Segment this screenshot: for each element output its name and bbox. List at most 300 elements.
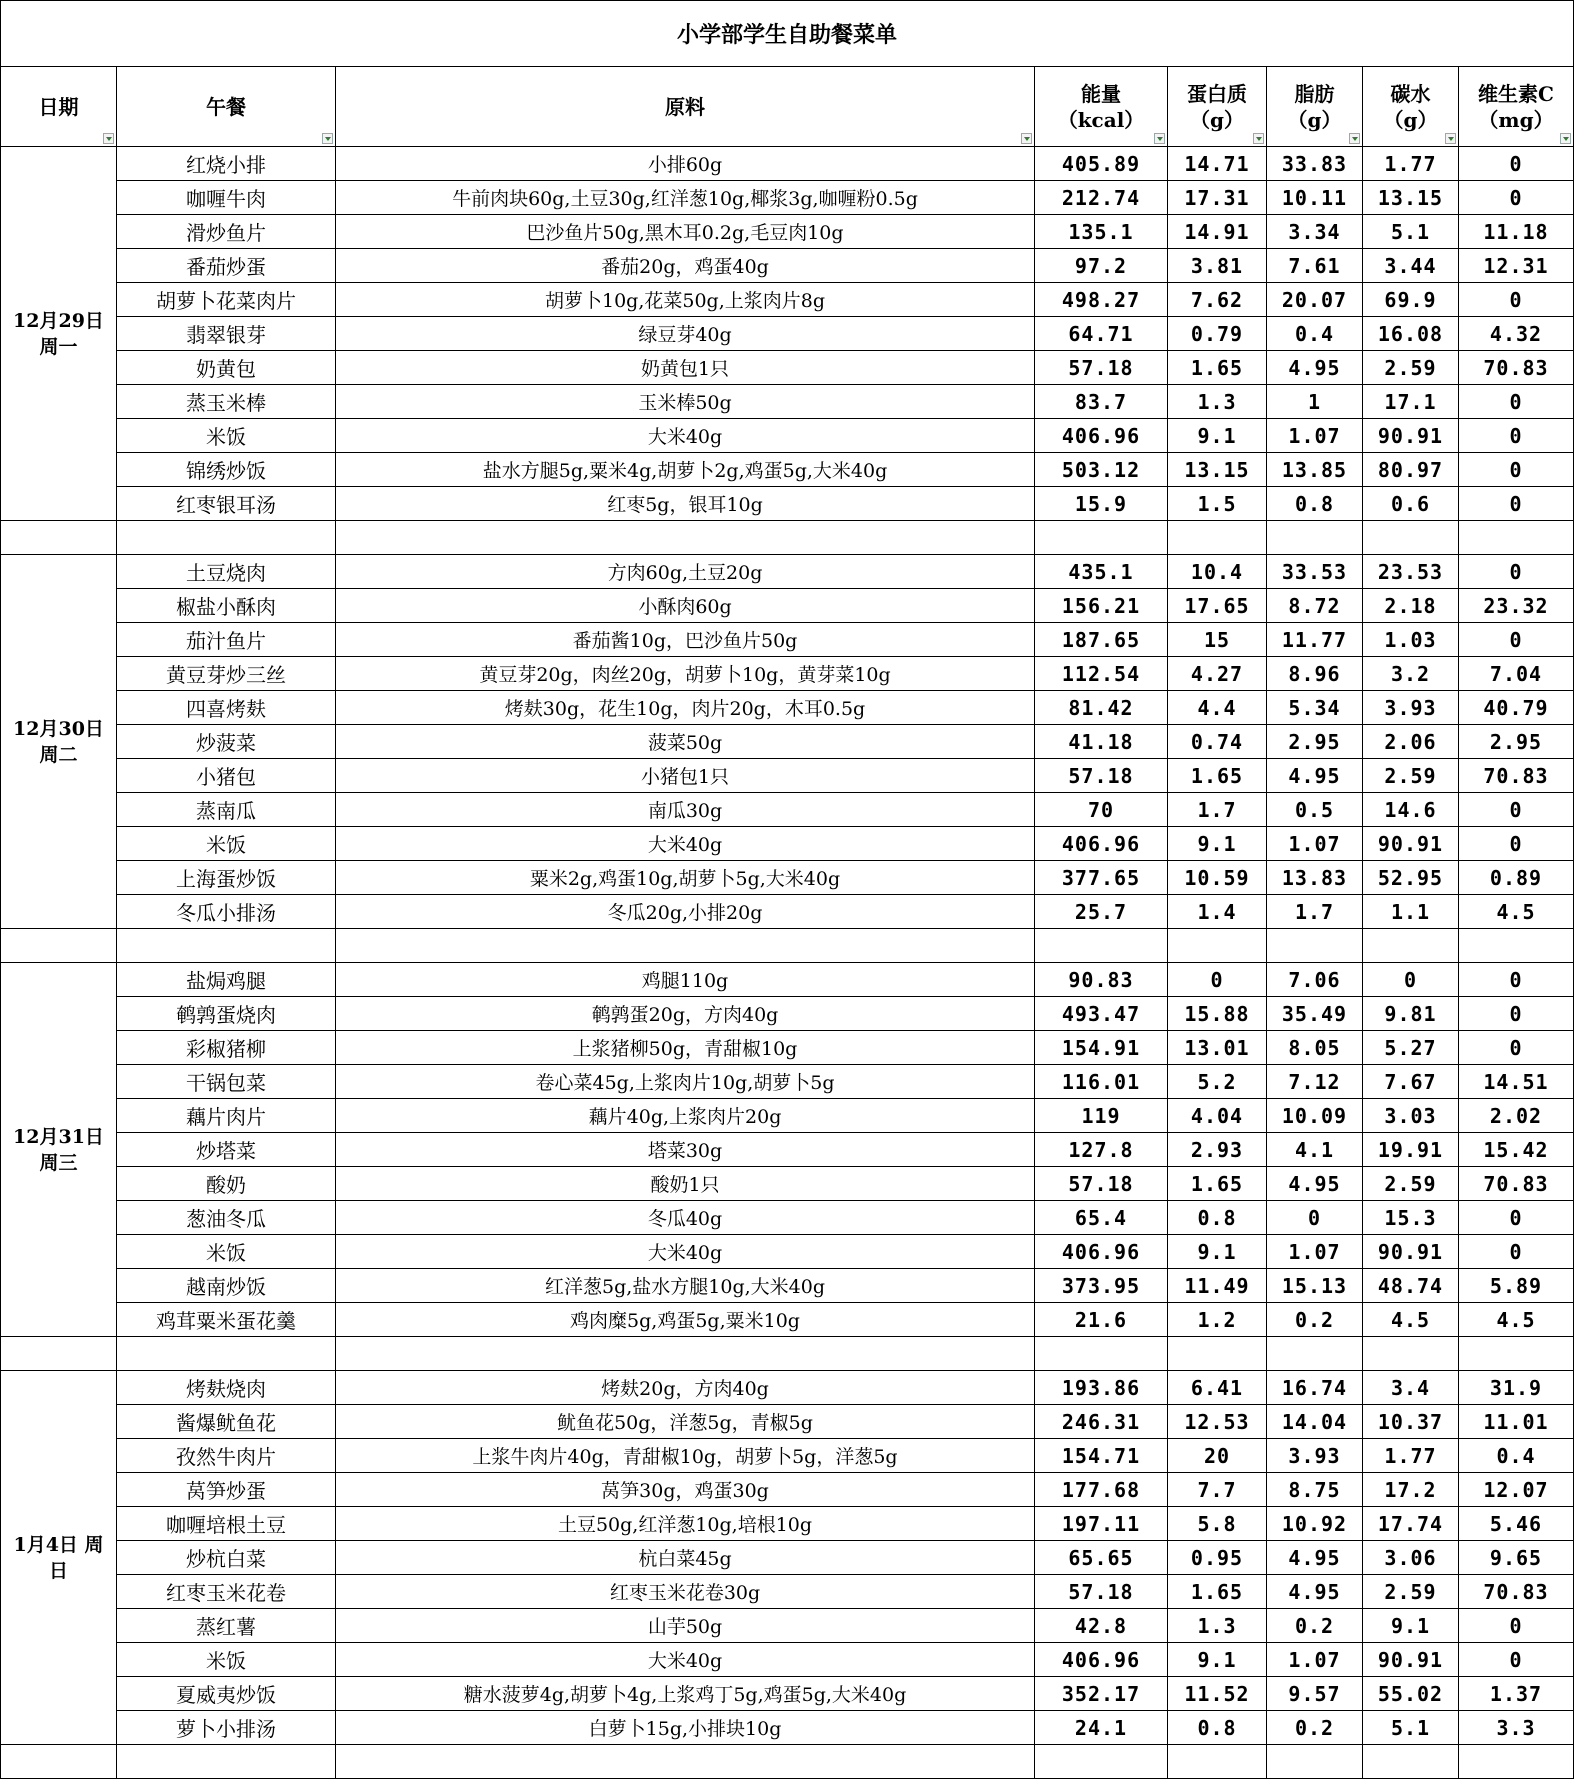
fat-cell[interactable]: 14.04: [1267, 1405, 1363, 1439]
protein-cell[interactable]: 1.65: [1168, 1167, 1267, 1201]
carbs-cell[interactable]: 0: [1363, 963, 1459, 997]
dish-cell[interactable]: 莴笋炒蛋: [117, 1473, 336, 1507]
vitc-cell[interactable]: 0.4: [1459, 1439, 1574, 1473]
dish-cell[interactable]: 咖喱牛肉: [117, 181, 336, 215]
empty-cell[interactable]: [117, 521, 336, 555]
ingredients-cell[interactable]: 藕片40g,上浆肉片20g: [336, 1099, 1035, 1133]
protein-cell[interactable]: 11.49: [1168, 1269, 1267, 1303]
vitc-cell[interactable]: 12.07: [1459, 1473, 1574, 1507]
energy-cell[interactable]: 81.42: [1035, 691, 1168, 725]
ingredients-cell[interactable]: 大米40g: [336, 419, 1035, 453]
dish-cell[interactable]: 土豆烧肉: [117, 555, 336, 589]
empty-cell[interactable]: [117, 1745, 336, 1779]
empty-cell[interactable]: [1035, 1337, 1168, 1371]
energy-cell[interactable]: 57.18: [1035, 1167, 1168, 1201]
dish-cell[interactable]: 烤麸烧肉: [117, 1371, 336, 1405]
vitc-cell[interactable]: 23.32: [1459, 589, 1574, 623]
energy-cell[interactable]: 193.86: [1035, 1371, 1168, 1405]
ingredients-cell[interactable]: 绿豆芽40g: [336, 317, 1035, 351]
fat-cell[interactable]: 1.07: [1267, 1643, 1363, 1677]
protein-cell[interactable]: 1.2: [1168, 1303, 1267, 1337]
dish-cell[interactable]: 米饭: [117, 827, 336, 861]
ingredients-cell[interactable]: 塔菜30g: [336, 1133, 1035, 1167]
fat-cell[interactable]: 8.05: [1267, 1031, 1363, 1065]
empty-cell[interactable]: [1267, 521, 1363, 555]
ingredients-cell[interactable]: 粟米2g,鸡蛋10g,胡萝卜5g,大米40g: [336, 861, 1035, 895]
fat-cell[interactable]: 4.1: [1267, 1133, 1363, 1167]
vitc-cell[interactable]: 0.89: [1459, 861, 1574, 895]
energy-cell[interactable]: 187.65: [1035, 623, 1168, 657]
ingredients-cell[interactable]: 番茄20g，鸡蛋40g: [336, 249, 1035, 283]
protein-cell[interactable]: 4.27: [1168, 657, 1267, 691]
vitc-cell[interactable]: 15.42: [1459, 1133, 1574, 1167]
vitc-cell[interactable]: 0: [1459, 793, 1574, 827]
energy-cell[interactable]: 212.74: [1035, 181, 1168, 215]
carbs-cell[interactable]: 3.4: [1363, 1371, 1459, 1405]
header-lunch[interactable]: [117, 67, 336, 147]
empty-cell[interactable]: [1168, 929, 1267, 963]
energy-cell[interactable]: 503.12: [1035, 453, 1168, 487]
ingredients-cell[interactable]: 卷心菜45g,上浆肉片10g,胡萝卜5g: [336, 1065, 1035, 1099]
protein-cell[interactable]: 2.93: [1168, 1133, 1267, 1167]
energy-cell[interactable]: 406.96: [1035, 1235, 1168, 1269]
empty-cell[interactable]: [1, 1337, 117, 1371]
vitc-cell[interactable]: 9.65: [1459, 1541, 1574, 1575]
filter-dropdown-icon[interactable]: [1349, 133, 1360, 144]
ingredients-cell[interactable]: 奶黄包1只: [336, 351, 1035, 385]
vitc-cell[interactable]: 7.04: [1459, 657, 1574, 691]
protein-cell[interactable]: 15.88: [1168, 997, 1267, 1031]
ingredients-cell[interactable]: 鸡肉糜5g,鸡蛋5g,粟米10g: [336, 1303, 1035, 1337]
ingredients-cell[interactable]: 冬瓜40g: [336, 1201, 1035, 1235]
vitc-cell[interactable]: 11.01: [1459, 1405, 1574, 1439]
dish-cell[interactable]: 锦绣炒饭: [117, 453, 336, 487]
vitc-cell[interactable]: 70.83: [1459, 1167, 1574, 1201]
carbs-cell[interactable]: 7.67: [1363, 1065, 1459, 1099]
dish-cell[interactable]: 翡翠银芽: [117, 317, 336, 351]
empty-cell[interactable]: [1267, 1745, 1363, 1779]
carbs-cell[interactable]: 2.59: [1363, 1575, 1459, 1609]
dish-cell[interactable]: 越南炒饭: [117, 1269, 336, 1303]
vitc-cell[interactable]: 12.31: [1459, 249, 1574, 283]
fat-cell[interactable]: 10.92: [1267, 1507, 1363, 1541]
fat-cell[interactable]: 20.07: [1267, 283, 1363, 317]
vitc-cell[interactable]: 0: [1459, 1031, 1574, 1065]
vitc-cell[interactable]: 5.89: [1459, 1269, 1574, 1303]
empty-cell[interactable]: [1459, 929, 1574, 963]
energy-cell[interactable]: 15.9: [1035, 487, 1168, 521]
carbs-cell[interactable]: 17.2: [1363, 1473, 1459, 1507]
carbs-cell[interactable]: 2.59: [1363, 351, 1459, 385]
filter-dropdown-icon[interactable]: [1021, 133, 1032, 144]
dish-cell[interactable]: 米饭: [117, 419, 336, 453]
ingredients-cell[interactable]: 鱿鱼花50g，洋葱5g，青椒5g: [336, 1405, 1035, 1439]
empty-cell[interactable]: [336, 1745, 1035, 1779]
energy-cell[interactable]: 406.96: [1035, 1643, 1168, 1677]
ingredients-cell[interactable]: 小猪包1只: [336, 759, 1035, 793]
fat-cell[interactable]: 1.07: [1267, 1235, 1363, 1269]
empty-cell[interactable]: [1267, 929, 1363, 963]
header-energy[interactable]: [1035, 67, 1168, 147]
energy-cell[interactable]: 156.21: [1035, 589, 1168, 623]
protein-cell[interactable]: 9.1: [1168, 419, 1267, 453]
carbs-cell[interactable]: 9.81: [1363, 997, 1459, 1031]
protein-cell[interactable]: 1.3: [1168, 385, 1267, 419]
energy-cell[interactable]: 25.7: [1035, 895, 1168, 929]
fat-cell[interactable]: 4.95: [1267, 759, 1363, 793]
carbs-cell[interactable]: 80.97: [1363, 453, 1459, 487]
empty-cell[interactable]: [1, 1745, 117, 1779]
header-date[interactable]: [1, 67, 117, 147]
dish-cell[interactable]: 奶黄包: [117, 351, 336, 385]
empty-cell[interactable]: [1035, 1745, 1168, 1779]
ingredients-cell[interactable]: 牛前肉块60g,土豆30g,红洋葱10g,椰浆3g,咖喱粉0.5g: [336, 181, 1035, 215]
dish-cell[interactable]: 椒盐小酥肉: [117, 589, 336, 623]
dish-cell[interactable]: 孜然牛肉片: [117, 1439, 336, 1473]
energy-cell[interactable]: 64.71: [1035, 317, 1168, 351]
dish-cell[interactable]: 酱爆鱿鱼花: [117, 1405, 336, 1439]
energy-cell[interactable]: 116.01: [1035, 1065, 1168, 1099]
protein-cell[interactable]: 1.65: [1168, 351, 1267, 385]
header-ingredients[interactable]: [336, 67, 1035, 147]
carbs-cell[interactable]: 1.77: [1363, 1439, 1459, 1473]
protein-cell[interactable]: 13.15: [1168, 453, 1267, 487]
carbs-cell[interactable]: 13.15: [1363, 181, 1459, 215]
ingredients-cell[interactable]: 南瓜30g: [336, 793, 1035, 827]
carbs-cell[interactable]: 3.03: [1363, 1099, 1459, 1133]
protein-cell[interactable]: 4.04: [1168, 1099, 1267, 1133]
vitc-cell[interactable]: 0: [1459, 1235, 1574, 1269]
protein-cell[interactable]: 12.53: [1168, 1405, 1267, 1439]
ingredients-cell[interactable]: 酸奶1只: [336, 1167, 1035, 1201]
vitc-cell[interactable]: 0: [1459, 827, 1574, 861]
carbs-cell[interactable]: 90.91: [1363, 1643, 1459, 1677]
ingredients-cell[interactable]: 上浆猪柳50g，青甜椒10g: [336, 1031, 1035, 1065]
filter-dropdown-icon[interactable]: [1154, 133, 1165, 144]
ingredients-cell[interactable]: 鹌鹑蛋20g，方肉40g: [336, 997, 1035, 1031]
fat-cell[interactable]: 0.2: [1267, 1303, 1363, 1337]
energy-cell[interactable]: 70: [1035, 793, 1168, 827]
date-cell[interactable]: [1, 963, 117, 1337]
empty-cell[interactable]: [1267, 1337, 1363, 1371]
energy-cell[interactable]: 405.89: [1035, 147, 1168, 181]
fat-cell[interactable]: 11.77: [1267, 623, 1363, 657]
dish-cell[interactable]: 蒸玉米棒: [117, 385, 336, 419]
ingredients-cell[interactable]: 烤麸20g，方肉40g: [336, 1371, 1035, 1405]
fat-cell[interactable]: 33.83: [1267, 147, 1363, 181]
empty-cell[interactable]: [1, 929, 117, 963]
dish-cell[interactable]: 黄豆芽炒三丝: [117, 657, 336, 691]
filter-dropdown-icon[interactable]: [1253, 133, 1264, 144]
protein-cell[interactable]: 7.7: [1168, 1473, 1267, 1507]
carbs-cell[interactable]: 15.3: [1363, 1201, 1459, 1235]
ingredients-cell[interactable]: 红枣5g，银耳10g: [336, 487, 1035, 521]
protein-cell[interactable]: 1.65: [1168, 759, 1267, 793]
ingredients-cell[interactable]: 番茄酱10g，巴沙鱼片50g: [336, 623, 1035, 657]
carbs-cell[interactable]: 3.93: [1363, 691, 1459, 725]
carbs-cell[interactable]: 69.9: [1363, 283, 1459, 317]
empty-cell[interactable]: [1459, 521, 1574, 555]
dish-cell[interactable]: 冬瓜小排汤: [117, 895, 336, 929]
energy-cell[interactable]: 65.65: [1035, 1541, 1168, 1575]
vitc-cell[interactable]: 0: [1459, 1201, 1574, 1235]
fat-cell[interactable]: 0.2: [1267, 1711, 1363, 1745]
carbs-cell[interactable]: 19.91: [1363, 1133, 1459, 1167]
ingredients-cell[interactable]: 鸡腿110g: [336, 963, 1035, 997]
ingredients-cell[interactable]: 小排60g: [336, 147, 1035, 181]
vitc-cell[interactable]: 0: [1459, 147, 1574, 181]
energy-cell[interactable]: 57.18: [1035, 1575, 1168, 1609]
ingredients-cell[interactable]: 烤麸30g，花生10g，肉片20g，木耳0.5g: [336, 691, 1035, 725]
carbs-cell[interactable]: 17.1: [1363, 385, 1459, 419]
carbs-cell[interactable]: 3.2: [1363, 657, 1459, 691]
energy-cell[interactable]: 406.96: [1035, 827, 1168, 861]
protein-cell[interactable]: 14.71: [1168, 147, 1267, 181]
empty-cell[interactable]: [1035, 929, 1168, 963]
carbs-cell[interactable]: 2.06: [1363, 725, 1459, 759]
protein-cell[interactable]: 3.81: [1168, 249, 1267, 283]
fat-cell[interactable]: 15.13: [1267, 1269, 1363, 1303]
carbs-cell[interactable]: 3.44: [1363, 249, 1459, 283]
vitc-cell[interactable]: 0: [1459, 453, 1574, 487]
protein-cell[interactable]: 5.2: [1168, 1065, 1267, 1099]
protein-cell[interactable]: 10.4: [1168, 555, 1267, 589]
protein-cell[interactable]: 17.31: [1168, 181, 1267, 215]
vitc-cell[interactable]: 70.83: [1459, 351, 1574, 385]
fat-cell[interactable]: 4.95: [1267, 1575, 1363, 1609]
protein-cell[interactable]: 1.65: [1168, 1575, 1267, 1609]
protein-cell[interactable]: 17.65: [1168, 589, 1267, 623]
ingredients-cell[interactable]: 菠菜50g: [336, 725, 1035, 759]
carbs-cell[interactable]: 2.59: [1363, 759, 1459, 793]
protein-cell[interactable]: 0: [1168, 963, 1267, 997]
fat-cell[interactable]: 2.95: [1267, 725, 1363, 759]
empty-cell[interactable]: [1168, 1745, 1267, 1779]
empty-cell[interactable]: [1035, 521, 1168, 555]
protein-cell[interactable]: 4.4: [1168, 691, 1267, 725]
energy-cell[interactable]: 24.1: [1035, 1711, 1168, 1745]
ingredients-cell[interactable]: 红枣玉米花卷30g: [336, 1575, 1035, 1609]
header-vitc[interactable]: [1459, 67, 1574, 147]
fat-cell[interactable]: 1.7: [1267, 895, 1363, 929]
dish-cell[interactable]: 彩椒猪柳: [117, 1031, 336, 1065]
energy-cell[interactable]: 127.8: [1035, 1133, 1168, 1167]
empty-cell[interactable]: [336, 1337, 1035, 1371]
energy-cell[interactable]: 493.47: [1035, 997, 1168, 1031]
dish-cell[interactable]: 藕片肉片: [117, 1099, 336, 1133]
carbs-cell[interactable]: 90.91: [1363, 1235, 1459, 1269]
dish-cell[interactable]: 番茄炒蛋: [117, 249, 336, 283]
energy-cell[interactable]: 65.4: [1035, 1201, 1168, 1235]
vitc-cell[interactable]: 2.02: [1459, 1099, 1574, 1133]
fat-cell[interactable]: 33.53: [1267, 555, 1363, 589]
energy-cell[interactable]: 352.17: [1035, 1677, 1168, 1711]
header-fat[interactable]: [1267, 67, 1363, 147]
dish-cell[interactable]: 蒸红薯: [117, 1609, 336, 1643]
vitc-cell[interactable]: 40.79: [1459, 691, 1574, 725]
ingredients-cell[interactable]: 上浆牛肉片40g，青甜椒10g，胡萝卜5g，洋葱5g: [336, 1439, 1035, 1473]
vitc-cell[interactable]: 70.83: [1459, 1575, 1574, 1609]
carbs-cell[interactable]: 3.06: [1363, 1541, 1459, 1575]
dish-cell[interactable]: 红烧小排: [117, 147, 336, 181]
protein-cell[interactable]: 5.8: [1168, 1507, 1267, 1541]
energy-cell[interactable]: 90.83: [1035, 963, 1168, 997]
empty-cell[interactable]: [1363, 1337, 1459, 1371]
carbs-cell[interactable]: 48.74: [1363, 1269, 1459, 1303]
fat-cell[interactable]: 0.8: [1267, 487, 1363, 521]
vitc-cell[interactable]: 0: [1459, 487, 1574, 521]
carbs-cell[interactable]: 90.91: [1363, 419, 1459, 453]
vitc-cell[interactable]: 3.3: [1459, 1711, 1574, 1745]
fat-cell[interactable]: 3.34: [1267, 215, 1363, 249]
energy-cell[interactable]: 406.96: [1035, 419, 1168, 453]
vitc-cell[interactable]: 4.32: [1459, 317, 1574, 351]
dish-cell[interactable]: 滑炒鱼片: [117, 215, 336, 249]
empty-cell[interactable]: [117, 1337, 336, 1371]
fat-cell[interactable]: 10.09: [1267, 1099, 1363, 1133]
empty-cell[interactable]: [336, 521, 1035, 555]
vitc-cell[interactable]: 0: [1459, 1609, 1574, 1643]
protein-cell[interactable]: 6.41: [1168, 1371, 1267, 1405]
carbs-cell[interactable]: 9.1: [1363, 1609, 1459, 1643]
dish-cell[interactable]: 四喜烤麸: [117, 691, 336, 725]
header-carbs[interactable]: [1363, 67, 1459, 147]
dish-cell[interactable]: 葱油冬瓜: [117, 1201, 336, 1235]
energy-cell[interactable]: 246.31: [1035, 1405, 1168, 1439]
fat-cell[interactable]: 7.61: [1267, 249, 1363, 283]
energy-cell[interactable]: 154.71: [1035, 1439, 1168, 1473]
filter-dropdown-icon[interactable]: [1560, 133, 1571, 144]
energy-cell[interactable]: 177.68: [1035, 1473, 1168, 1507]
dish-cell[interactable]: 蒸南瓜: [117, 793, 336, 827]
protein-cell[interactable]: 9.1: [1168, 1235, 1267, 1269]
protein-cell[interactable]: 9.1: [1168, 1643, 1267, 1677]
protein-cell[interactable]: 1.7: [1168, 793, 1267, 827]
empty-cell[interactable]: [1363, 1745, 1459, 1779]
vitc-cell[interactable]: 0: [1459, 963, 1574, 997]
carbs-cell[interactable]: 1.1: [1363, 895, 1459, 929]
protein-cell[interactable]: 20: [1168, 1439, 1267, 1473]
ingredients-cell[interactable]: 大米40g: [336, 827, 1035, 861]
energy-cell[interactable]: 57.18: [1035, 759, 1168, 793]
energy-cell[interactable]: 135.1: [1035, 215, 1168, 249]
dish-cell[interactable]: 小猪包: [117, 759, 336, 793]
carbs-cell[interactable]: 4.5: [1363, 1303, 1459, 1337]
vitc-cell[interactable]: 2.95: [1459, 725, 1574, 759]
ingredients-cell[interactable]: 玉米棒50g: [336, 385, 1035, 419]
ingredients-cell[interactable]: 大米40g: [336, 1235, 1035, 1269]
fat-cell[interactable]: 5.34: [1267, 691, 1363, 725]
vitc-cell[interactable]: 0: [1459, 419, 1574, 453]
fat-cell[interactable]: 8.75: [1267, 1473, 1363, 1507]
vitc-cell[interactable]: 4.5: [1459, 1303, 1574, 1337]
fat-cell[interactable]: 13.83: [1267, 861, 1363, 895]
dish-cell[interactable]: 炒杭白菜: [117, 1541, 336, 1575]
dish-cell[interactable]: 夏威夷炒饭: [117, 1677, 336, 1711]
ingredients-cell[interactable]: 冬瓜20g,小排20g: [336, 895, 1035, 929]
fat-cell[interactable]: 0.5: [1267, 793, 1363, 827]
vitc-cell[interactable]: 0: [1459, 1643, 1574, 1677]
carbs-cell[interactable]: 0.6: [1363, 487, 1459, 521]
energy-cell[interactable]: 498.27: [1035, 283, 1168, 317]
dish-cell[interactable]: 萝卜小排汤: [117, 1711, 336, 1745]
protein-cell[interactable]: 0.79: [1168, 317, 1267, 351]
ingredients-cell[interactable]: 白萝卜15g,小排块10g: [336, 1711, 1035, 1745]
filter-dropdown-icon[interactable]: [322, 133, 333, 144]
protein-cell[interactable]: 1.5: [1168, 487, 1267, 521]
dish-cell[interactable]: 鸡茸粟米蛋花羹: [117, 1303, 336, 1337]
fat-cell[interactable]: 1: [1267, 385, 1363, 419]
vitc-cell[interactable]: 1.37: [1459, 1677, 1574, 1711]
fat-cell[interactable]: 9.57: [1267, 1677, 1363, 1711]
vitc-cell[interactable]: 70.83: [1459, 759, 1574, 793]
empty-cell[interactable]: [1459, 1337, 1574, 1371]
empty-cell[interactable]: [1363, 521, 1459, 555]
fat-cell[interactable]: 8.72: [1267, 589, 1363, 623]
carbs-cell[interactable]: 14.6: [1363, 793, 1459, 827]
carbs-cell[interactable]: 1.03: [1363, 623, 1459, 657]
carbs-cell[interactable]: 5.1: [1363, 215, 1459, 249]
energy-cell[interactable]: 97.2: [1035, 249, 1168, 283]
fat-cell[interactable]: 10.11: [1267, 181, 1363, 215]
empty-cell[interactable]: [1168, 1337, 1267, 1371]
ingredients-cell[interactable]: 红洋葱5g,盐水方腿10g,大米40g: [336, 1269, 1035, 1303]
protein-cell[interactable]: 7.62: [1168, 283, 1267, 317]
energy-cell[interactable]: 41.18: [1035, 725, 1168, 759]
carbs-cell[interactable]: 5.1: [1363, 1711, 1459, 1745]
fat-cell[interactable]: 7.06: [1267, 963, 1363, 997]
dish-cell[interactable]: 上海蛋炒饭: [117, 861, 336, 895]
energy-cell[interactable]: 83.7: [1035, 385, 1168, 419]
ingredients-cell[interactable]: 糖水菠萝4g,胡萝卜4g,上浆鸡丁5g,鸡蛋5g,大米40g: [336, 1677, 1035, 1711]
dish-cell[interactable]: 茄汁鱼片: [117, 623, 336, 657]
protein-cell[interactable]: 0.8: [1168, 1711, 1267, 1745]
carbs-cell[interactable]: 5.27: [1363, 1031, 1459, 1065]
dish-cell[interactable]: 红枣银耳汤: [117, 487, 336, 521]
ingredients-cell[interactable]: 黄豆芽20g，肉丝20g，胡萝卜10g，黄芽菜10g: [336, 657, 1035, 691]
empty-cell[interactable]: [1, 521, 117, 555]
fat-cell[interactable]: 13.85: [1267, 453, 1363, 487]
vitc-cell[interactable]: 5.46: [1459, 1507, 1574, 1541]
carbs-cell[interactable]: 55.02: [1363, 1677, 1459, 1711]
vitc-cell[interactable]: 0: [1459, 997, 1574, 1031]
protein-cell[interactable]: 10.59: [1168, 861, 1267, 895]
energy-cell[interactable]: 42.8: [1035, 1609, 1168, 1643]
carbs-cell[interactable]: 2.18: [1363, 589, 1459, 623]
empty-cell[interactable]: [1459, 1745, 1574, 1779]
protein-cell[interactable]: 15: [1168, 623, 1267, 657]
dish-cell[interactable]: 炒塔菜: [117, 1133, 336, 1167]
energy-cell[interactable]: 112.54: [1035, 657, 1168, 691]
carbs-cell[interactable]: 90.91: [1363, 827, 1459, 861]
dish-cell[interactable]: 酸奶: [117, 1167, 336, 1201]
fat-cell[interactable]: 0.4: [1267, 317, 1363, 351]
filter-dropdown-icon[interactable]: [103, 133, 114, 144]
empty-cell[interactable]: [1168, 521, 1267, 555]
protein-cell[interactable]: 9.1: [1168, 827, 1267, 861]
carbs-cell[interactable]: 52.95: [1363, 861, 1459, 895]
protein-cell[interactable]: 1.4: [1168, 895, 1267, 929]
vitc-cell[interactable]: 11.18: [1459, 215, 1574, 249]
ingredients-cell[interactable]: 盐水方腿5g,粟米4g,胡萝卜2g,鸡蛋5g,大米40g: [336, 453, 1035, 487]
vitc-cell[interactable]: 0: [1459, 555, 1574, 589]
protein-cell[interactable]: 0.95: [1168, 1541, 1267, 1575]
protein-cell[interactable]: 0.8: [1168, 1201, 1267, 1235]
energy-cell[interactable]: 197.11: [1035, 1507, 1168, 1541]
dish-cell[interactable]: 鹌鹑蛋烧肉: [117, 997, 336, 1031]
carbs-cell[interactable]: 23.53: [1363, 555, 1459, 589]
ingredients-cell[interactable]: 方肉60g,土豆20g: [336, 555, 1035, 589]
